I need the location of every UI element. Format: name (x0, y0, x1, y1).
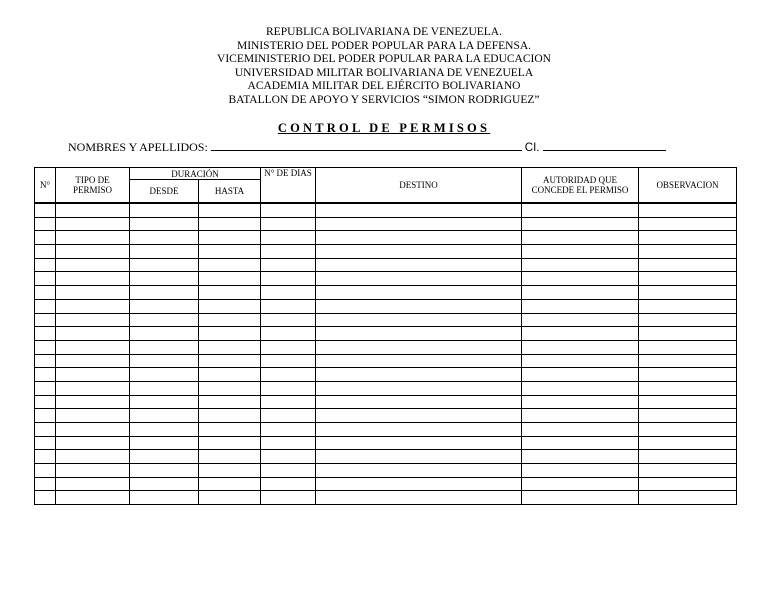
table-cell[interactable] (56, 327, 130, 341)
table-cell[interactable] (522, 327, 639, 341)
table-cell[interactable] (56, 477, 130, 491)
table-cell[interactable] (261, 354, 316, 368)
table-cell[interactable] (35, 231, 56, 245)
table-cell[interactable] (261, 423, 316, 437)
table-cell[interactable] (130, 381, 199, 395)
table-cell[interactable] (639, 340, 737, 354)
table-cell[interactable] (130, 313, 199, 327)
table-cell[interactable] (199, 272, 261, 286)
table-cell[interactable] (261, 464, 316, 478)
letterhead-line: BATALLON DE APOYO Y SERVICIOS “SIMON RODRIGUEZ” (228, 93, 540, 106)
table-cell[interactable] (56, 340, 130, 354)
table-cell[interactable] (316, 354, 522, 368)
table-cell[interactable] (316, 368, 522, 382)
table-cell[interactable] (199, 436, 261, 450)
table-cell[interactable] (56, 258, 130, 272)
table-cell[interactable] (56, 450, 130, 464)
table-cell[interactable] (316, 450, 522, 464)
table-cell[interactable] (130, 368, 199, 382)
table-cell[interactable] (261, 299, 316, 313)
table-cell[interactable] (199, 313, 261, 327)
table-cell[interactable] (522, 354, 639, 368)
table-cell[interactable] (56, 354, 130, 368)
table-cell[interactable] (261, 217, 316, 231)
table-cell[interactable] (639, 313, 737, 327)
table-cell[interactable] (261, 368, 316, 382)
table-row (35, 409, 737, 423)
permits-table-body (35, 203, 737, 505)
table-cell[interactable] (35, 491, 56, 505)
table-cell[interactable] (130, 231, 199, 245)
table-cell[interactable] (199, 477, 261, 491)
table-cell[interactable] (522, 231, 639, 245)
table-cell[interactable] (35, 258, 56, 272)
table-row (35, 477, 737, 491)
table-cell[interactable] (316, 491, 522, 505)
table-cell[interactable] (316, 381, 522, 395)
letterhead-line: UNIVERSIDAD MILITAR BOLIVARIANA DE VENEZUELA (234, 66, 534, 79)
table-cell[interactable] (35, 450, 56, 464)
table-cell[interactable] (56, 491, 130, 505)
table-row (35, 381, 737, 395)
letterhead-line: MINISTERIO DEL PODER POPULAR PARA LA DEFENSA. (236, 39, 532, 52)
table-cell[interactable] (56, 231, 130, 245)
table-cell[interactable] (56, 423, 130, 437)
table-cell[interactable] (522, 491, 639, 505)
table-cell[interactable] (35, 313, 56, 327)
header-authority: AUTORIDAD QUE CONCEDE EL PERMISO (522, 168, 639, 204)
table-cell[interactable] (261, 258, 316, 272)
table-cell[interactable] (639, 450, 737, 464)
table-cell[interactable] (56, 395, 130, 409)
table-row (35, 491, 737, 505)
header-duration: DURACIÓN (130, 168, 261, 180)
table-cell[interactable] (130, 395, 199, 409)
table-cell[interactable] (130, 272, 199, 286)
table-cell[interactable] (522, 313, 639, 327)
table-cell[interactable] (35, 327, 56, 341)
identification-row (68, 139, 688, 155)
table-row (35, 354, 737, 368)
table-cell[interactable] (199, 491, 261, 505)
table-cell[interactable] (316, 299, 522, 313)
table-cell[interactable] (316, 477, 522, 491)
table-cell[interactable] (316, 395, 522, 409)
ci-field[interactable] (543, 139, 666, 151)
table-cell[interactable] (639, 395, 737, 409)
table-row (35, 286, 737, 300)
table-cell[interactable] (316, 245, 522, 259)
header-number: N° (35, 168, 56, 204)
table-cell[interactable] (316, 327, 522, 341)
names-label: NOMBRES Y APELLIDOS: (68, 140, 208, 154)
table-cell[interactable] (199, 464, 261, 478)
table-cell[interactable] (56, 286, 130, 300)
table-cell[interactable] (261, 245, 316, 259)
table-cell[interactable] (639, 491, 737, 505)
table-cell[interactable] (522, 436, 639, 450)
letterhead (0, 26, 768, 108)
table-cell[interactable] (130, 327, 199, 341)
table-cell[interactable] (35, 423, 56, 437)
table-cell[interactable] (199, 231, 261, 245)
table-cell[interactable] (261, 313, 316, 327)
table-cell[interactable] (639, 286, 737, 300)
table-cell[interactable] (35, 381, 56, 395)
table-cell[interactable] (261, 450, 316, 464)
names-field[interactable] (211, 139, 522, 151)
table-cell[interactable] (639, 258, 737, 272)
table-cell[interactable] (130, 245, 199, 259)
table-cell[interactable] (35, 272, 56, 286)
table-cell[interactable] (639, 203, 737, 217)
table-cell[interactable] (199, 381, 261, 395)
table-cell[interactable] (261, 272, 316, 286)
header-destination: DESTINO (316, 168, 522, 204)
table-cell[interactable] (130, 299, 199, 313)
table-cell[interactable] (522, 258, 639, 272)
table-cell[interactable] (56, 203, 130, 217)
table-cell[interactable] (56, 245, 130, 259)
table-cell[interactable] (35, 368, 56, 382)
table-cell[interactable] (316, 203, 522, 217)
table-cell[interactable] (522, 477, 639, 491)
table-cell[interactable] (522, 409, 639, 423)
table-cell[interactable] (56, 464, 130, 478)
table-cell[interactable] (316, 423, 522, 437)
table-cell[interactable] (522, 203, 639, 217)
table-cell[interactable] (199, 299, 261, 313)
table-cell[interactable] (56, 299, 130, 313)
table-cell[interactable] (56, 381, 130, 395)
table-cell[interactable] (199, 217, 261, 231)
table-cell[interactable] (522, 450, 639, 464)
table-cell[interactable] (639, 231, 737, 245)
table-row (35, 245, 737, 259)
table-cell[interactable] (130, 354, 199, 368)
table-cell[interactable] (522, 217, 639, 231)
table-cell[interactable] (35, 436, 56, 450)
table-cell[interactable] (316, 436, 522, 450)
table-cell[interactable] (639, 354, 737, 368)
table-row (35, 340, 737, 354)
table-row (35, 423, 737, 437)
letterhead-line: REPUBLICA BOLIVARIANA DE VENEZUELA. (266, 26, 502, 38)
table-row (35, 231, 737, 245)
table-cell[interactable] (261, 340, 316, 354)
table-cell[interactable] (35, 340, 56, 354)
table-cell[interactable] (261, 395, 316, 409)
table-row (35, 368, 737, 382)
table-row (35, 272, 737, 286)
table-row (35, 203, 737, 217)
table-cell[interactable] (316, 340, 522, 354)
table-row (35, 395, 737, 409)
table-cell[interactable] (316, 313, 522, 327)
table-cell[interactable] (261, 491, 316, 505)
table-cell[interactable] (130, 436, 199, 450)
table-cell[interactable] (261, 327, 316, 341)
table-cell[interactable] (639, 409, 737, 423)
letterhead-line: ACADEMIA MILITAR DEL EJÉRCITO BOLIVARIANO (247, 80, 521, 93)
table-cell[interactable] (639, 217, 737, 231)
permits-table (34, 167, 737, 505)
table-cell[interactable] (56, 436, 130, 450)
table-row (35, 299, 737, 313)
table-cell[interactable] (316, 286, 522, 300)
table-cell[interactable] (35, 395, 56, 409)
table-cell[interactable] (316, 464, 522, 478)
table-cell[interactable] (522, 423, 639, 437)
table-cell[interactable] (639, 245, 737, 259)
table-cell[interactable] (56, 313, 130, 327)
table-cell[interactable] (639, 436, 737, 450)
table-cell[interactable] (130, 340, 199, 354)
table-cell[interactable] (35, 354, 56, 368)
table-cell[interactable] (316, 272, 522, 286)
table-cell[interactable] (35, 477, 56, 491)
table-cell[interactable] (199, 258, 261, 272)
header-to: HASTA (199, 180, 261, 204)
table-cell[interactable] (56, 368, 130, 382)
table-cell[interactable] (639, 381, 737, 395)
table-cell[interactable] (639, 464, 737, 478)
table-cell[interactable] (130, 450, 199, 464)
table-cell[interactable] (130, 491, 199, 505)
table-cell[interactable] (261, 231, 316, 245)
table-cell[interactable] (199, 423, 261, 437)
table-cell[interactable] (522, 272, 639, 286)
table-cell[interactable] (130, 258, 199, 272)
table-cell[interactable] (522, 286, 639, 300)
table-cell[interactable] (56, 409, 130, 423)
table-cell[interactable] (261, 436, 316, 450)
table-cell[interactable] (35, 286, 56, 300)
header-from: DESDE (130, 180, 199, 204)
ci-label: CI. (524, 142, 540, 154)
table-cell[interactable] (199, 327, 261, 341)
table-row (35, 258, 737, 272)
table-cell[interactable] (199, 368, 261, 382)
table-cell[interactable] (522, 340, 639, 354)
table-cell[interactable] (522, 381, 639, 395)
table-cell[interactable] (130, 409, 199, 423)
table-cell[interactable] (35, 409, 56, 423)
table-cell[interactable] (199, 409, 261, 423)
table-row (35, 217, 737, 231)
table-cell[interactable] (316, 231, 522, 245)
header-observation: OBSERVACION (639, 168, 737, 204)
table-cell[interactable] (35, 299, 56, 313)
table-cell[interactable] (316, 409, 522, 423)
table-cell[interactable] (130, 217, 199, 231)
header-permit-type: TIPO DE PERMISO (56, 168, 130, 204)
table-cell[interactable] (199, 286, 261, 300)
table-cell[interactable] (35, 464, 56, 478)
table-cell[interactable] (130, 464, 199, 478)
table-cell[interactable] (35, 203, 56, 217)
table-cell[interactable] (316, 258, 522, 272)
table-cell[interactable] (261, 203, 316, 217)
table-cell[interactable] (261, 286, 316, 300)
table-row (35, 327, 737, 341)
table-cell[interactable] (199, 340, 261, 354)
table-cell[interactable] (522, 395, 639, 409)
table-cell[interactable] (130, 477, 199, 491)
table-cell[interactable] (522, 464, 639, 478)
table-cell[interactable] (639, 299, 737, 313)
table-cell[interactable] (130, 423, 199, 437)
table-cell[interactable] (56, 272, 130, 286)
table-cell[interactable] (199, 354, 261, 368)
table-cell[interactable] (522, 368, 639, 382)
table-row (35, 436, 737, 450)
table-cell[interactable] (316, 217, 522, 231)
table-cell[interactable] (35, 217, 56, 231)
header-days: N° DE DIAS (261, 168, 316, 204)
document-title: CONTROL DE PERMISOS (277, 121, 491, 135)
table-cell[interactable] (639, 327, 737, 341)
table-cell[interactable] (130, 286, 199, 300)
table-cell[interactable] (639, 272, 737, 286)
table-row (35, 450, 737, 464)
table-cell[interactable] (199, 245, 261, 259)
table-row (35, 464, 737, 478)
table-cell[interactable] (130, 203, 199, 217)
table-cell[interactable] (199, 203, 261, 217)
table-cell[interactable] (261, 381, 316, 395)
table-cell[interactable] (639, 477, 737, 491)
table-cell[interactable] (522, 299, 639, 313)
table-cell[interactable] (522, 245, 639, 259)
table-cell[interactable] (199, 395, 261, 409)
table-cell[interactable] (639, 368, 737, 382)
letterhead-line: VICEMINISTERIO DEL PODER POPULAR PARA LA EDUCACION (217, 53, 551, 66)
table-cell[interactable] (199, 450, 261, 464)
table-cell[interactable] (639, 423, 737, 437)
table-cell[interactable] (56, 217, 130, 231)
table-cell[interactable] (261, 409, 316, 423)
table-cell[interactable] (35, 245, 56, 259)
table-cell[interactable] (261, 477, 316, 491)
table-row (35, 313, 737, 327)
